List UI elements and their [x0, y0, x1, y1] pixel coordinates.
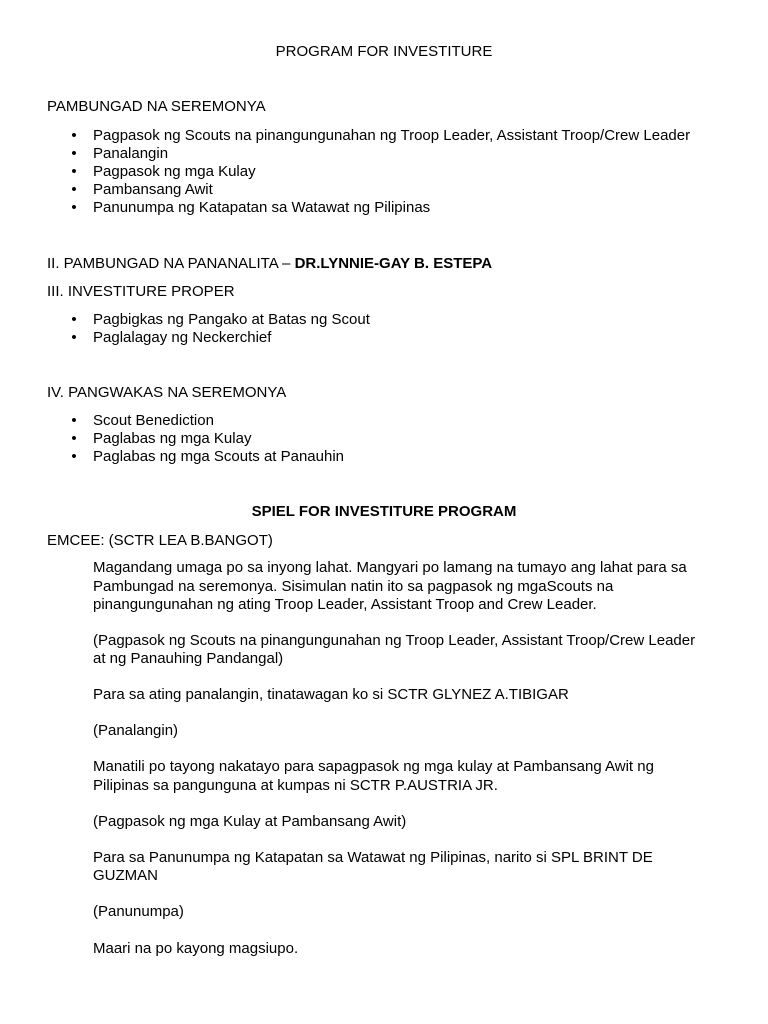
spiel-line: (Pagpasok ng Scouts na pinangungunahan ng Troop Leader, Assistant Troop/Crew Leader: [93, 632, 696, 649]
spiel-line: Para sa ating panalangin, tinatawagan ko si SCTR GLYNEZ A.TIBIGAR: [93, 686, 569, 703]
list-item: Pagbigkas ng Pangako at Batas ng Scout: [93, 311, 370, 328]
list-item: Pagpasok ng mga Kulay: [93, 163, 256, 180]
spiel-title: SPIEL FOR INVESTITURE PROGRAM: [251, 503, 517, 520]
bullet-icon: •: [71, 329, 77, 346]
spiel-line: (Panunumpa): [93, 903, 184, 920]
list-item: Paglabas ng mga Kulay: [93, 430, 252, 447]
spiel-line: (Pagpasok ng mga Kulay at Pambansang Awit): [93, 813, 407, 830]
section-heading-prefix: II. PAMBUNGAD NA PANANALITA –: [47, 255, 295, 272]
bullet-icon: •: [71, 145, 77, 162]
bullet-icon: •: [71, 311, 77, 328]
bullet-icon: •: [71, 412, 77, 429]
list-item: Pambansang Awit: [93, 181, 213, 198]
list-item: Paglabas ng mga Scouts at Panauhin: [93, 448, 345, 465]
spiel-line: Para sa Panunumpa ng Katapatan sa Watawat ng Pilipinas, narito si SPL BRINT DE: [93, 849, 653, 866]
spiel-line: Manatili po tayong nakatayo para sapagpasok ng mga kulay at Pambansang Awit ng: [93, 758, 654, 775]
spiel-line: (Panalangin): [93, 722, 179, 739]
spiel-line: Magandang umaga po sa inyong lahat. Mangyari po lamang na tumayo ang lahat para sa: [93, 559, 687, 576]
list-item: Panalangin: [93, 145, 169, 162]
speaker-name: DR.LYNNIE-GAY B. ESTEPA: [294, 255, 493, 272]
section-heading-pambungad-na-pananalita: [47, 255, 492, 273]
section-heading-pambungad-na-seremonya: PAMBUNGAD NA SEREMONYA: [47, 98, 266, 115]
bullet-icon: •: [71, 127, 77, 144]
section-heading-investiture-proper: III. INVESTITURE PROPER: [47, 283, 235, 300]
list-item: Paglalagay ng Neckerchief: [93, 329, 272, 346]
spiel-line: Pilipinas sa pangunguna at kumpas ni SCTR P.AUSTRIA JR.: [93, 777, 498, 794]
list-item: Pagpasok ng Scouts na pinangungunahan ng Troop Leader, Assistant Troop/Crew Leader: [93, 127, 691, 144]
list-item: Panunumpa ng Katapatan sa Watawat ng Pilipinas: [93, 199, 431, 216]
section-heading-pangwakas-na-seremonya: IV. PANGWAKAS NA SEREMONYA: [47, 384, 287, 401]
spiel-line: Pambungad na seremonya. Sisimulan natin ito sa pagpasok ng mgaScouts na: [93, 578, 614, 595]
bullet-icon: •: [71, 163, 77, 180]
bullet-icon: •: [71, 199, 77, 216]
emcee-line: EMCEE: (SCTR LEA B.BANGOT): [47, 532, 273, 549]
list-item: Scout Benediction: [93, 412, 214, 429]
bullet-icon: •: [71, 181, 77, 198]
document-title: PROGRAM FOR INVESTITURE: [275, 43, 493, 60]
spiel-line: GUZMAN: [93, 867, 158, 884]
spiel-line: at ng Panauhing Pandangal): [93, 650, 284, 667]
bullet-icon: •: [71, 430, 77, 447]
spiel-line: Maari na po kayong magsiupo.: [93, 940, 299, 957]
spiel-line: pinangungunahan ng ating Troop Leader, Assistant Troop and Crew Leader.: [93, 596, 597, 613]
bullet-icon: •: [71, 448, 77, 465]
